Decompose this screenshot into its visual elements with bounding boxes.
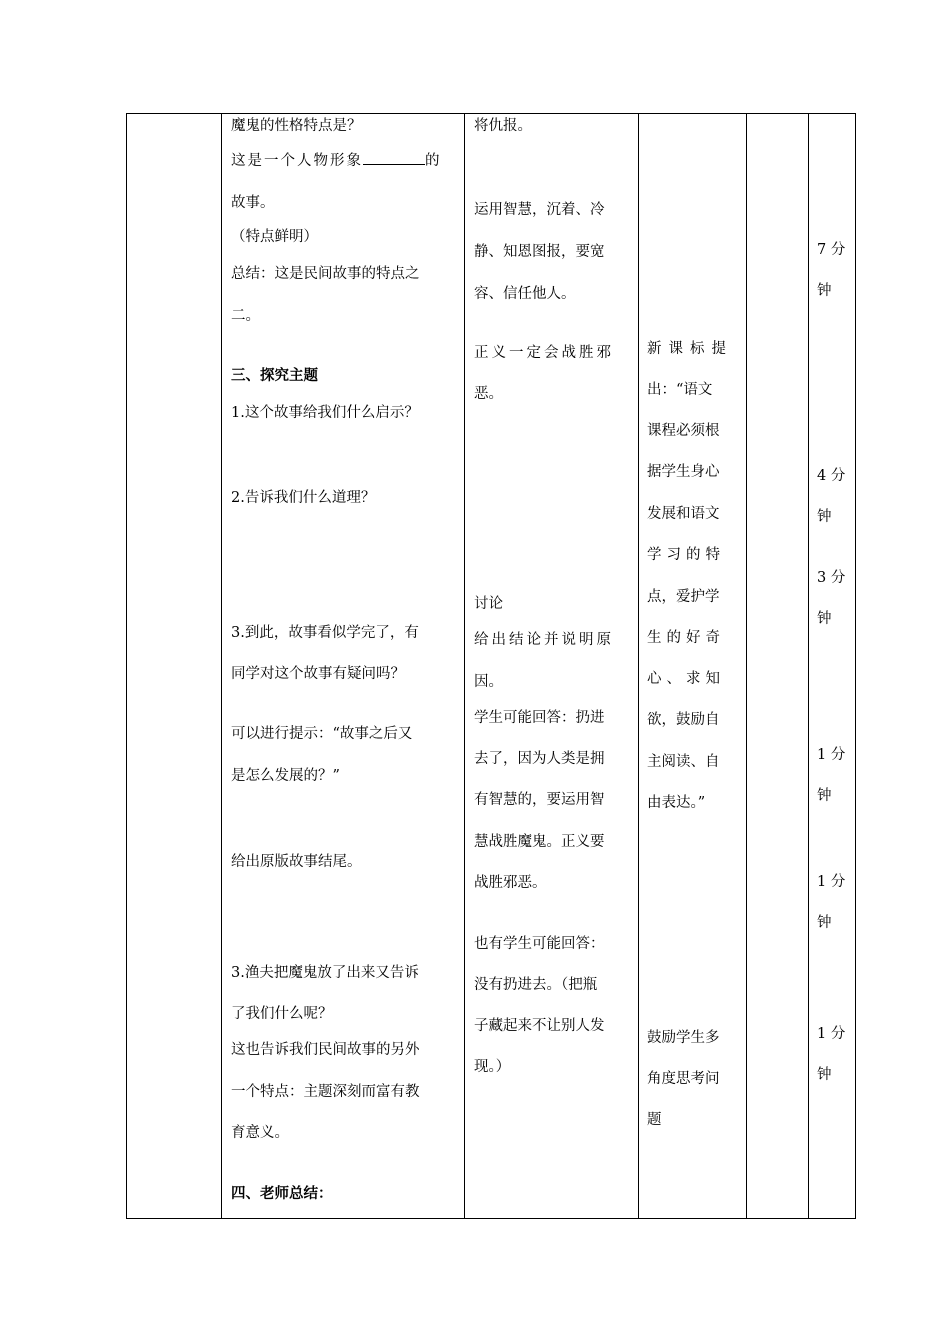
design-line: 鼓励学生多 (647, 1030, 720, 1046)
student-line: 给出结论并说明原 (474, 632, 614, 648)
student-line: 运用智慧，沉着、冷 (474, 202, 605, 218)
design-line: 学习的特 (647, 547, 725, 563)
activity-line: （特点鲜明） (231, 229, 318, 245)
question-4-cont: 了我们什么呢？ (231, 1006, 333, 1022)
activity-line: 总结：这是民间故事的特点之 (231, 266, 420, 282)
time-value: 1 分 (817, 747, 846, 763)
student-line: 战胜邪恶。 (474, 875, 547, 891)
student-line: 因。 (474, 674, 503, 690)
hint-line: 是怎么发展的？” (231, 768, 340, 784)
activity-line: 二。 (231, 308, 260, 324)
student-line: 没有扔进去。（把瓶 (474, 977, 598, 993)
column-divider (808, 114, 809, 1218)
design-line: 由表达。” (647, 795, 706, 811)
question-3: 3.到此，故事看似学完了，有 (231, 625, 419, 641)
time-value: 7 分 (817, 242, 846, 258)
design-line: 新课标提 (647, 341, 733, 357)
time-unit: 钟 (817, 611, 832, 627)
time-unit: 钟 (817, 915, 832, 931)
student-line: 静、知恩图报，要宽 (474, 244, 605, 260)
student-line: 去了，因为人类是拥 (474, 751, 605, 767)
question-3-cont: 同学对这个故事有疑问吗？ (231, 666, 405, 682)
activity-line: 魔鬼的性格特点是？ (231, 118, 362, 134)
design-line: 欲，鼓励自 (647, 712, 720, 728)
time-unit: 钟 (817, 283, 832, 299)
design-line: 心、求知 (647, 671, 725, 687)
time-unit: 钟 (817, 788, 832, 804)
student-line: 也有学生可能回答： (474, 936, 605, 952)
design-line: 发展和语文 (647, 506, 720, 522)
section-heading: 四、老师总结： (231, 1185, 333, 1202)
time-unit: 钟 (817, 509, 832, 525)
column-divider (464, 114, 465, 1218)
column-divider (638, 114, 639, 1218)
time-value: 3 分 (817, 570, 846, 586)
fill-blank (363, 150, 425, 165)
time-value: 4 分 (817, 468, 846, 484)
design-line: 课程必须根 (647, 423, 720, 439)
student-line: 现。） (474, 1059, 511, 1075)
ending-line: 给出原版故事结尾。 (231, 854, 362, 870)
feature-line: 一个特点：主题深刻而富有教 (231, 1084, 420, 1100)
design-line: 生的好奇 (647, 630, 725, 646)
design-line: 角度思考问 (647, 1071, 720, 1087)
activity-line: 故事。 (231, 195, 275, 211)
activity-text: 的 (425, 153, 442, 169)
student-line: 子藏起来不让别人发 (474, 1018, 605, 1034)
design-line: 据学生身心 (647, 464, 720, 480)
student-line: 恶。 (474, 386, 503, 402)
feature-line: 育意义。 (231, 1125, 289, 1141)
time-value: 1 分 (817, 1026, 846, 1042)
column-divider (746, 114, 747, 1218)
student-line: 有智慧的，要运用智 (474, 792, 605, 808)
time-unit: 钟 (817, 1067, 832, 1083)
question-2: 2.告诉我们什么道理？ (231, 490, 376, 506)
student-line: 容、信任他人。 (474, 286, 576, 302)
student-line: 慧战胜魔鬼。正义要 (474, 834, 605, 850)
feature-line: 这也告诉我们民间故事的另外 (231, 1042, 420, 1058)
activity-line (231, 150, 442, 171)
time-value: 1 分 (817, 874, 846, 890)
student-line: 将仇报。 (474, 118, 532, 134)
activity-text: 这是一个人物形象 (231, 153, 363, 169)
design-line: 点，爱护学 (647, 589, 720, 605)
hint-line: 可以进行提示：“故事之后又 (231, 726, 413, 742)
question-1: 1.这个故事给我们什么启示？ (231, 405, 419, 421)
student-line: 讨论 (474, 596, 503, 612)
section-heading: 三、探究主题 (231, 367, 318, 384)
student-line: 正义一定会战胜邪 (474, 345, 614, 361)
question-4: 3.渔夫把魔鬼放了出来又告诉 (231, 965, 419, 981)
design-line: 主阅读、自 (647, 754, 720, 770)
design-line: 出：“语文 (647, 382, 713, 398)
design-line: 题 (647, 1112, 662, 1128)
student-line: 学生可能回答：扔进 (474, 710, 605, 726)
column-divider (221, 114, 222, 1218)
